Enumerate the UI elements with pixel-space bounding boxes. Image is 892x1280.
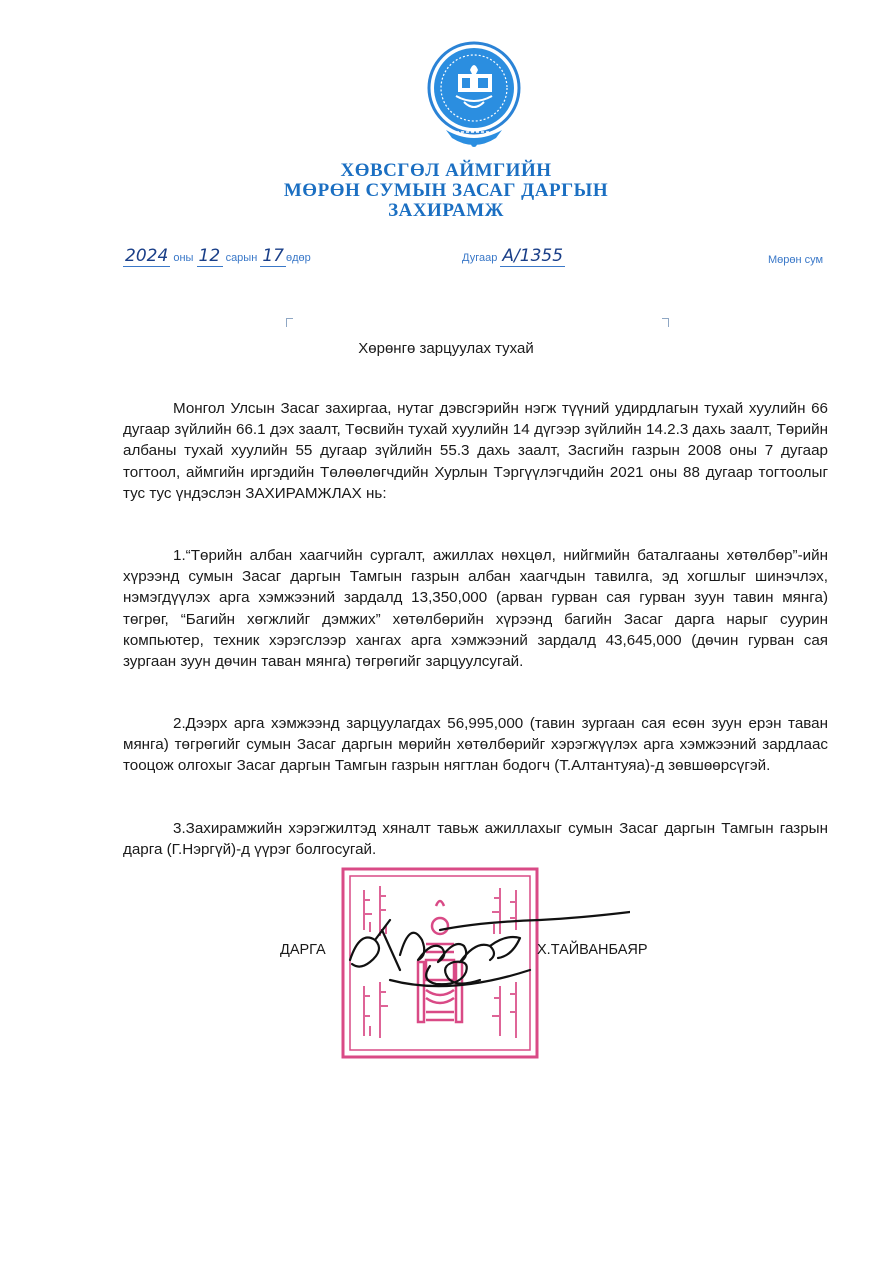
document-number (462, 246, 565, 267)
clause-3: 3.Захирамжийн хэрэгжилтэд хяналт тавьж ажиллахыг сумын Засаг даргын Тамгын газрын дарга (Г.Нэргүй)-д үүрэг болгосугай. (123, 820, 828, 859)
signatory-title: ДАРГА (280, 942, 326, 958)
clause-2: 2.Дээрх арга хэмжээнд зарцуулагдах 56,995,000 (тавин зургаан сая есөн зуун ерэн таван мянга) төгрөгийг сумын Засаг даргын мөрийн хөтөлбөрийг хэрэгжүүлэх арга хэмжээний зардлаас тооцож олгохыг Засаг даргын Тамгын газрын нягтлан бодогч (Т.Алтантуяа)-д зөвшөөрсүгэй. (123, 715, 828, 775)
document-type-title: ЗАХИРАМЖ (388, 200, 504, 221)
document-subject: Хөрөнгө зарцуулах тухай (358, 340, 534, 357)
preamble-paragraph: Монгол Улсын Засаг захиргаа, нутаг дэвсгэрийн нэгж түүний удирдлагын тухай хуулийн 66 дугаар зүйлийн 66.1 дэх заалт, Төсвийн тухай хуулийн 14 дүгээр зүйлийн 14.2.3 дахь заалт, Төрийн албаны тухай хуулийн 55 дугаар зүйлийн 55.3 дахь заалт, Засгийн газрын 2008 оны 7 дугаар тогтоол, аймгийн иргэдийн Төлөөлөгчдийн Хурлын Тэргүүлэгчдийн 2021 оны 88 дугаар тогтоолыг тус тус үндэслэн ЗАХИРАМЖЛАХ нь: (123, 400, 828, 502)
date-year: 2024 (125, 246, 169, 266)
date-month: 12 (197, 246, 223, 267)
signatory-name: Х.ТАЙВАНБАЯР (537, 942, 648, 958)
header-line-aimag: ХӨВСГӨЛ АЙМГИЙН (340, 160, 552, 181)
header-line-governor: МӨРӨН СУМЫН ЗАСАГ ДАРГЫН (283, 180, 609, 201)
handwritten-signature-icon (330, 900, 630, 1000)
state-emblem-icon (426, 40, 522, 156)
date-month-suffix: сарын (225, 252, 258, 264)
number-label: Дугаар (462, 252, 498, 264)
date-day-suffix: өдөр (285, 252, 311, 264)
document-date (123, 246, 311, 267)
clause-1: 1.“Төрийн албан хаагчийн сургалт, ажиллах нөхцөл, нийгмийн баталгааны хөтөлбөр”-ийн хүрээнд сумын Засаг даргын Тамгын газрын албан хаагчдын тавилга, эд хогшлыг шинэчлэх, нэмэгдүүлэх арга хэмжээний зардалд 13,350,000 (арван гурван сая гурван зуун тавин мянга) төгрөг, “Багийн хөгжлийг дэмжих” хөтөлбөрийн хүрээнд багийн Засаг дарга нарыг суурин компьютер, техник хэрэгслээр хангах арга хэмжээний зардалд 43,645,000 (дөчин гурван сая зургаан зуун дөчин таван мянга) төгрөгийг зарцуулсугай. (123, 547, 828, 671)
date-day: 17 (262, 246, 284, 266)
corner-mark-left (286, 318, 293, 327)
date-year-suffix: оны (173, 252, 194, 264)
corner-mark-right (662, 318, 669, 327)
number-value: А/1355 (502, 246, 564, 266)
document-place: Мөрөн сум (768, 254, 824, 266)
